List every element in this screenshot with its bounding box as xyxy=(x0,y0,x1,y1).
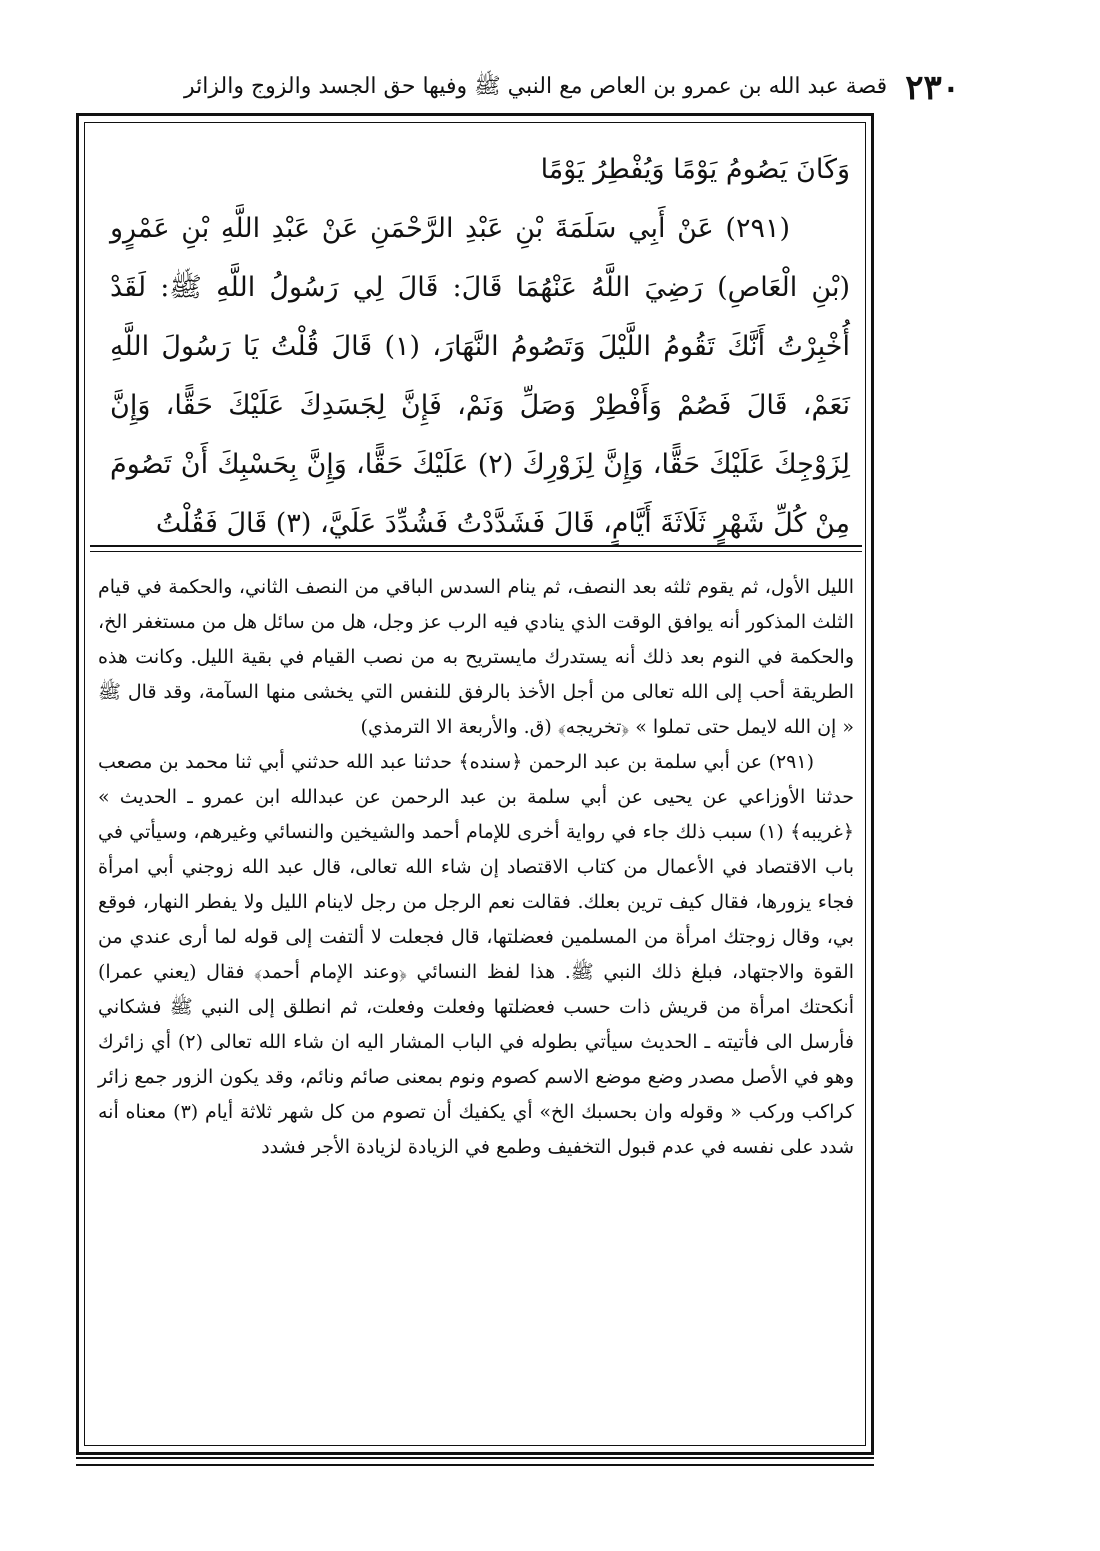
section-divider xyxy=(90,545,862,555)
commentary-paragraph-2: (٢٩١) عن أبي سلمة بن عبد الرحمن ﴿سنده﴾ حدثنا عبد الله حدثني أبي ثنا محمد بن مصعب حدثنا الأوزاعي عن يحيى عن أبي سلمة بن عبد الرحمن عن عبدالله ابن عمرو ـ الحديث » ﴿غريبه﴾ (١) سبب ذلك جاء في رواية أخرى للإمام أحمد والشيخين والنسائي وغيرهم، وسيأتي في باب الاقتصاد في الأعمال من كتاب الاقتصاد إن شاء الله تعالى، قال عبد الله زوجني أبي امرأة فجاء يزورها، فقال كيف ترين بعلك. فقالت نعم الرجل من رجل لاينام الليل ولا يفطر النهار، فوقع بي، وقال زوجتك امرأة من المسلمين فعضلتها، قال فجعلت لا ألتفت إلى قوله لما أرى عندي من القوة والاجتهاد، فبلغ ذلك النبي ﷺ. هذا لفظ النسائي ﴿وعند الإمام أحمد﴾ فقال (يعني عمرا) أنكحتك امرأة من قريش ذات حسب فعضلتها وفعلت وفعلت، ثم انطلق إلى النبي ﷺ فشكاني فأرسل الى فأتيته ـ الحديث سيأتي بطوله في الباب المشار اليه ان شاء الله تعالى (٢) أي زائرك وهو في الأصل مصدر وضع موضع الاسم كصوم ونوم بمعنى صائم ونائم، وقد يكون الزور جمع زائر كراكب وركب « وقوله وان بحسبك الخ» أي يكفيك أن تصوم من كل شهر ثلاثة أيام (٣) معناه أنه شدد على نفسه في عدم قبول التخفيف وطمع في الزيادة لزيادة الأجر فشدد xyxy=(98,751,854,1158)
bottom-border xyxy=(76,1455,874,1469)
divider-rule-thin xyxy=(90,551,862,552)
running-header xyxy=(80,66,960,110)
hadith-text-block xyxy=(110,140,850,540)
commentary-block xyxy=(98,570,854,1440)
opening-line: وَكَانَ يَصُومُ يَوْمًا وَيُفْطِرُ يَوْمًا xyxy=(540,154,850,185)
commentary-paragraph-1: الليل الأول، ثم يقوم ثلثه بعد النصف، ثم ينام السدس الباقي من النصف الثاني، والحكمة في قيام الثلث المذكور أنه يوافق الوقت الذي ينادي فيه الرب عز وجل، هل من سائل هل من مستغفر الخ، والحكمة في النوم بعد ذلك أنه يستدرك مايستريح به من نصب القيام في بقية الليل. وكانت هذه الطريقة أحب إلى الله تعالى من أجل الأخذ بالرفق للنفس التي يخشى منها السآمة، وقد قال ﷺ « إن الله لايمل حتى تملوا » ﴿تخريجه﴾ (ق. والأربعة الا الترمذي) xyxy=(98,576,854,738)
bottom-rule-2 xyxy=(76,1464,874,1466)
hadith-paragraph: (٢٩١) عَنْ أَبِي سَلَمَةَ بْنِ عَبْدِ الرَّحْمَنِ عَنْ عَبْدِ اللَّهِ بْنِ عَمْرٍو (بْنِ الْعَاصِ) رَضِيَ اللَّهُ عَنْهُمَا قَالَ: قَالَ لِي رَسُولُ اللَّهِ ﷺ: لَقَدْ أُخْبِرْتُ أَنَّكَ تَقُومُ اللَّيْلَ وَتَصُومُ النَّهَارَ، (١) قَالَ قُلْتُ يَا رَسُولَ اللَّهِ نَعَمْ، قَالَ فَصُمْ وَأَفْطِرْ وَصَلِّ وَنَمْ، فَإِنَّ لِجَسَدِكَ عَلَيْكَ حَقًّا، وَإِنَّ لِزَوْجِكَ عَلَيْكَ حَقًّا، وَإِنَّ لِزَوْرِكَ (٢) عَلَيْكَ حَقًّا، وَإِنَّ بِحَسْبِكَ أَنْ تَصُومَ مِنْ كُلِّ شَهْرٍ ثَلَاثَةَ أَيَّامٍ، قَالَ فَشَدَّدْتُ فَشُدِّدَ عَلَيَّ، (٣) قَالَ فَقُلْتُ xyxy=(110,213,851,539)
page-number: ٢٣٠ xyxy=(905,68,960,108)
bottom-rule-1 xyxy=(76,1457,874,1459)
divider-rule-thick xyxy=(90,545,862,547)
chapter-title: قصة عبد الله بن عمرو بن العاص مع النبي ﷺ وفيها حق الجسد والزوج والزائر xyxy=(184,74,888,99)
